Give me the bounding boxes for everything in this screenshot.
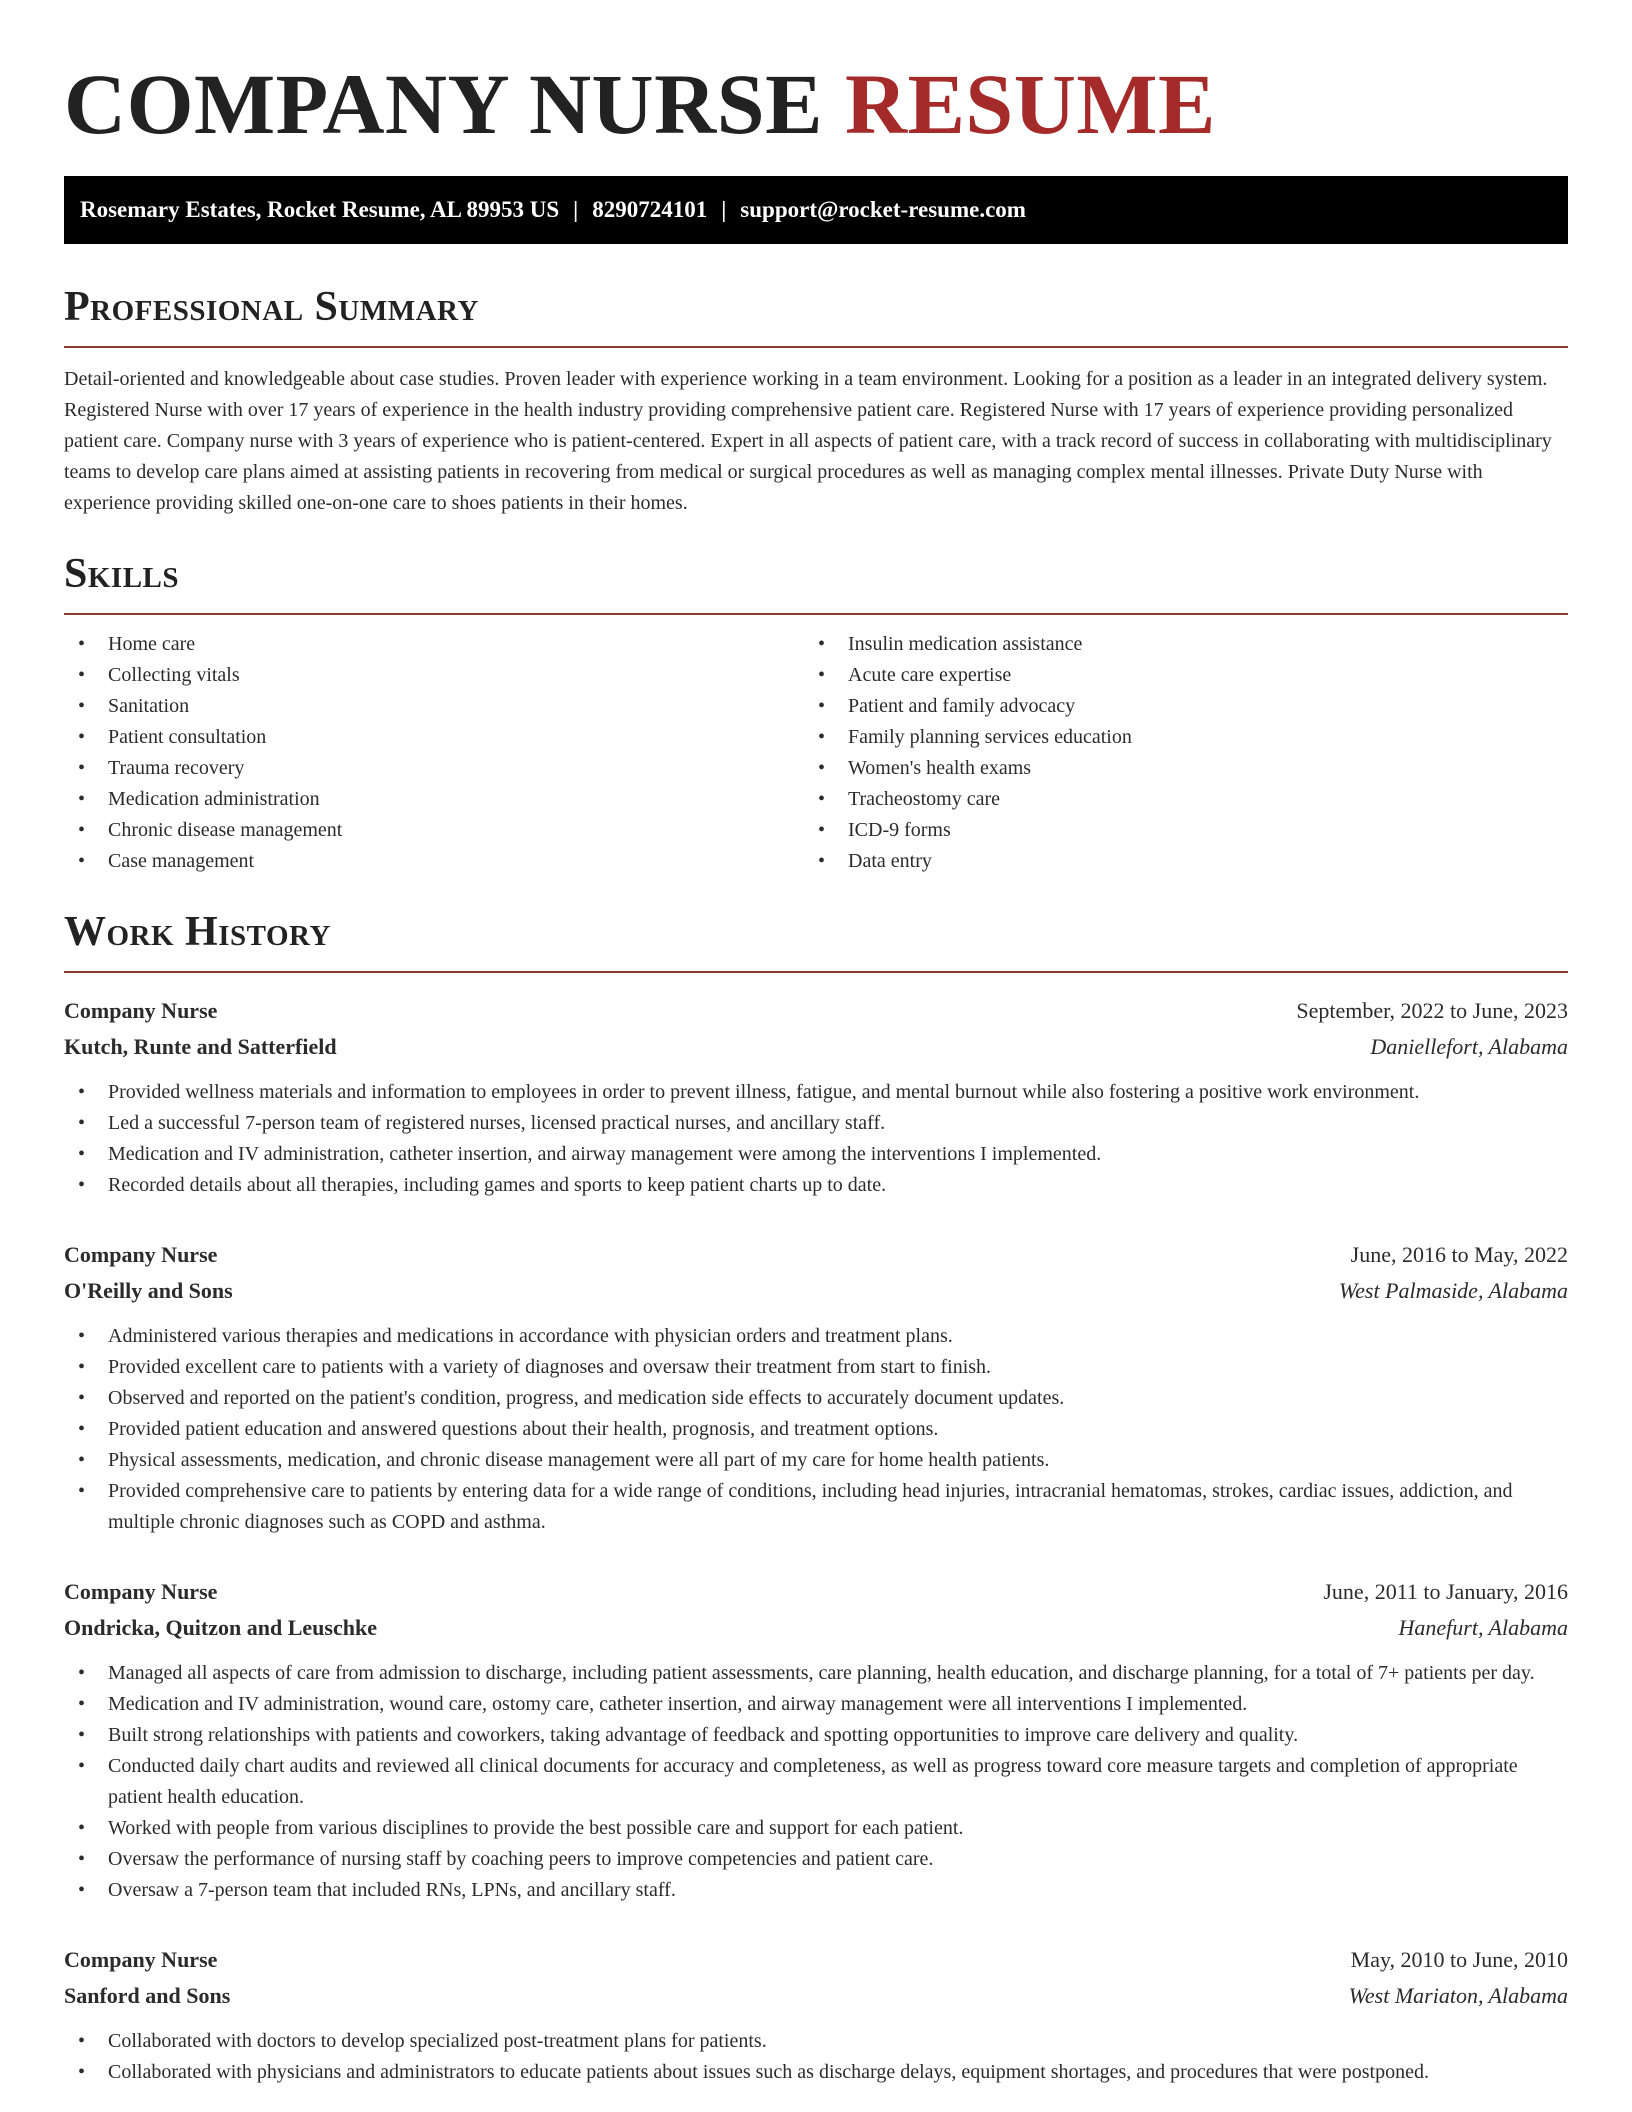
list-item: • Collecting vitals bbox=[64, 660, 804, 691]
section-divider bbox=[64, 971, 1568, 973]
list-item: • Administered various therapies and medications in accordance with physician orders and treatment plans. bbox=[64, 1321, 1568, 1352]
job-header-row bbox=[64, 1574, 1568, 1610]
contact-separator: | bbox=[573, 197, 579, 222]
section-divider bbox=[64, 346, 1568, 348]
skills-columns bbox=[64, 629, 1568, 877]
list-item: • Physical assessments, medication, and chronic disease management were all part of my care for home health patients. bbox=[64, 1445, 1568, 1476]
list-item: • Medication administration bbox=[64, 784, 804, 815]
job-header-row bbox=[64, 993, 1568, 1029]
job-title: Company Nurse bbox=[64, 1579, 218, 1604]
job-bullets bbox=[64, 1658, 1568, 1906]
contact-bar bbox=[64, 176, 1568, 244]
contact-separator: | bbox=[721, 197, 727, 222]
list-item: • Medication and IV administration, wound care, ostomy care, catheter insertion, and airway management were all interventions I implemented. bbox=[64, 1689, 1568, 1720]
job-company: O'Reilly and Sons bbox=[64, 1278, 233, 1303]
title-accent: RESUME bbox=[844, 56, 1216, 152]
list-item: • Acute care expertise bbox=[804, 660, 1544, 691]
list-item: • Collaborated with doctors to develop specialized post-treatment plans for patients. bbox=[64, 2026, 1568, 2057]
skills-list-left bbox=[64, 629, 804, 877]
job-entry bbox=[64, 1237, 1568, 1538]
list-item: • Patient and family advocacy bbox=[804, 691, 1544, 722]
job-bullets bbox=[64, 1077, 1568, 1201]
job-header-row bbox=[64, 1942, 1568, 1978]
job-company-row bbox=[64, 1610, 1568, 1646]
list-item: • ICD-9 forms bbox=[804, 815, 1544, 846]
contact-email: support@rocket-resume.com bbox=[740, 197, 1026, 222]
job-title: Company Nurse bbox=[64, 998, 218, 1023]
job-dates: May, 2010 to June, 2010 bbox=[1350, 1947, 1568, 1972]
job-entry bbox=[64, 993, 1568, 1201]
work-section bbox=[64, 907, 1568, 2088]
list-item: • Observed and reported on the patient's condition, progress, and medication side effects to accurately document updates. bbox=[64, 1383, 1568, 1414]
skills-section bbox=[64, 549, 1568, 877]
list-item: • Family planning services education bbox=[804, 722, 1544, 753]
job-location: West Mariaton, Alabama bbox=[1348, 1983, 1568, 2008]
job-location: West Palmaside, Alabama bbox=[1338, 1278, 1568, 1303]
job-dates: June, 2011 to January, 2016 bbox=[1323, 1579, 1568, 1604]
contact-address: Rosemary Estates, Rocket Resume, AL 89953 US bbox=[80, 197, 560, 222]
job-location: Daniellefort, Alabama bbox=[1370, 1034, 1568, 1059]
list-item: • Led a successful 7-person team of registered nurses, licensed practical nurses, and ancillary staff. bbox=[64, 1108, 1568, 1139]
list-item: • Managed all aspects of care from admission to discharge, including patient assessments, care planning, health education, and discharge planning, for a total of 7+ patients per day. bbox=[64, 1658, 1568, 1689]
list-item: • Oversaw the performance of nursing staff by coaching peers to improve competencies and patient care. bbox=[64, 1844, 1568, 1875]
list-item: • Data entry bbox=[804, 846, 1544, 877]
job-company-row bbox=[64, 1978, 1568, 2014]
section-title: Work History bbox=[64, 909, 331, 955]
job-header-row bbox=[64, 1237, 1568, 1273]
job-entry bbox=[64, 1942, 1568, 2088]
list-item: • Case management bbox=[64, 846, 804, 877]
list-item: • Patient consultation bbox=[64, 722, 804, 753]
list-item: • Home care bbox=[64, 629, 804, 660]
list-item: • Recorded details about all therapies, including games and sports to keep patient charts up to date. bbox=[64, 1170, 1568, 1201]
list-item: • Worked with people from various disciplines to provide the best possible care and support for each patient. bbox=[64, 1813, 1568, 1844]
list-item: • Trauma recovery bbox=[64, 753, 804, 784]
list-item: • Provided comprehensive care to patients by entering data for a wide range of conditions, including head injuries, intracranial hematomas, strokes, cardiac issues, addiction, and multiple chronic diagnoses such as COPD and asthma. bbox=[64, 1476, 1568, 1538]
title-main: COMPANY NURSE bbox=[64, 56, 823, 152]
list-item: • Conducted daily chart audits and reviewed all clinical documents for accuracy and completeness, as well as progress toward core measure targets and completion of appropriate patient health education. bbox=[64, 1751, 1568, 1813]
job-entry bbox=[64, 1574, 1568, 1906]
job-company-row bbox=[64, 1273, 1568, 1309]
list-item: • Provided patient education and answered questions about their health, prognosis, and treatment options. bbox=[64, 1414, 1568, 1445]
contact-phone: 8290724101 bbox=[592, 197, 708, 222]
job-dates: June, 2016 to May, 2022 bbox=[1350, 1242, 1568, 1267]
skills-list-right bbox=[804, 629, 1544, 877]
job-company-row bbox=[64, 1029, 1568, 1065]
section-divider bbox=[64, 613, 1568, 615]
section-title: Skills bbox=[64, 551, 180, 597]
job-location: Hanefurt, Alabama bbox=[1398, 1615, 1568, 1640]
job-list bbox=[64, 993, 1568, 2088]
list-item: • Medication and IV administration, catheter insertion, and airway management were among the interventions I implemented. bbox=[64, 1139, 1568, 1170]
resume-title bbox=[64, 0, 1568, 176]
list-item: • Women's health exams bbox=[804, 753, 1544, 784]
job-bullets bbox=[64, 2026, 1568, 2088]
job-bullets bbox=[64, 1321, 1568, 1538]
list-item: • Provided excellent care to patients with a variety of diagnoses and oversaw their treatment from start to finish. bbox=[64, 1352, 1568, 1383]
list-item: • Tracheostomy care bbox=[804, 784, 1544, 815]
summary-section bbox=[64, 282, 1568, 519]
job-company: Kutch, Runte and Satterfield bbox=[64, 1034, 337, 1059]
list-item: • Built strong relationships with patients and coworkers, taking advantage of feedback and spotting opportunities to improve care delivery and quality. bbox=[64, 1720, 1568, 1751]
job-company: Ondricka, Quitzon and Leuschke bbox=[64, 1615, 377, 1640]
list-item: • Insulin medication assistance bbox=[804, 629, 1544, 660]
summary-text: Detail-oriented and knowledgeable about case studies. Proven leader with experience working in a team environment. Looking for a position as a leader in an integrated delivery system. Registered Nurse with over 17 years of experience in the health industry providing comprehensive patient care. Registered Nurse with 17 years of experience providing personalized patient care. Company nurse with 3 years of experience who is patient-centered. Expert in all aspects of patient care, with a track record of success in collaborating with multidisciplinary teams to develop care plans aimed at assisting patients in recovering from medical or surgical procedures as well as managing complex mental illnesses. Private Duty Nurse with experience providing skilled one-on-one care to shoes patients in their homes. bbox=[64, 368, 1552, 514]
resume-page bbox=[64, 0, 1568, 2088]
list-item: • Chronic disease management bbox=[64, 815, 804, 846]
job-company: Sanford and Sons bbox=[64, 1983, 231, 2008]
list-item: • Provided wellness materials and information to employees in order to prevent illness, fatigue, and mental burnout while also fostering a positive work environment. bbox=[64, 1077, 1568, 1108]
section-title: Professional Summary bbox=[64, 284, 479, 330]
job-title: Company Nurse bbox=[64, 1947, 218, 1972]
list-item: • Sanitation bbox=[64, 691, 804, 722]
job-title: Company Nurse bbox=[64, 1242, 218, 1267]
job-dates: September, 2022 to June, 2023 bbox=[1296, 998, 1568, 1023]
list-item: • Collaborated with physicians and administrators to educate patients about issues such as discharge delays, equipment shortages, and procedures that were postponed. bbox=[64, 2057, 1568, 2088]
list-item: • Oversaw a 7-person team that included RNs, LPNs, and ancillary staff. bbox=[64, 1875, 1568, 1906]
